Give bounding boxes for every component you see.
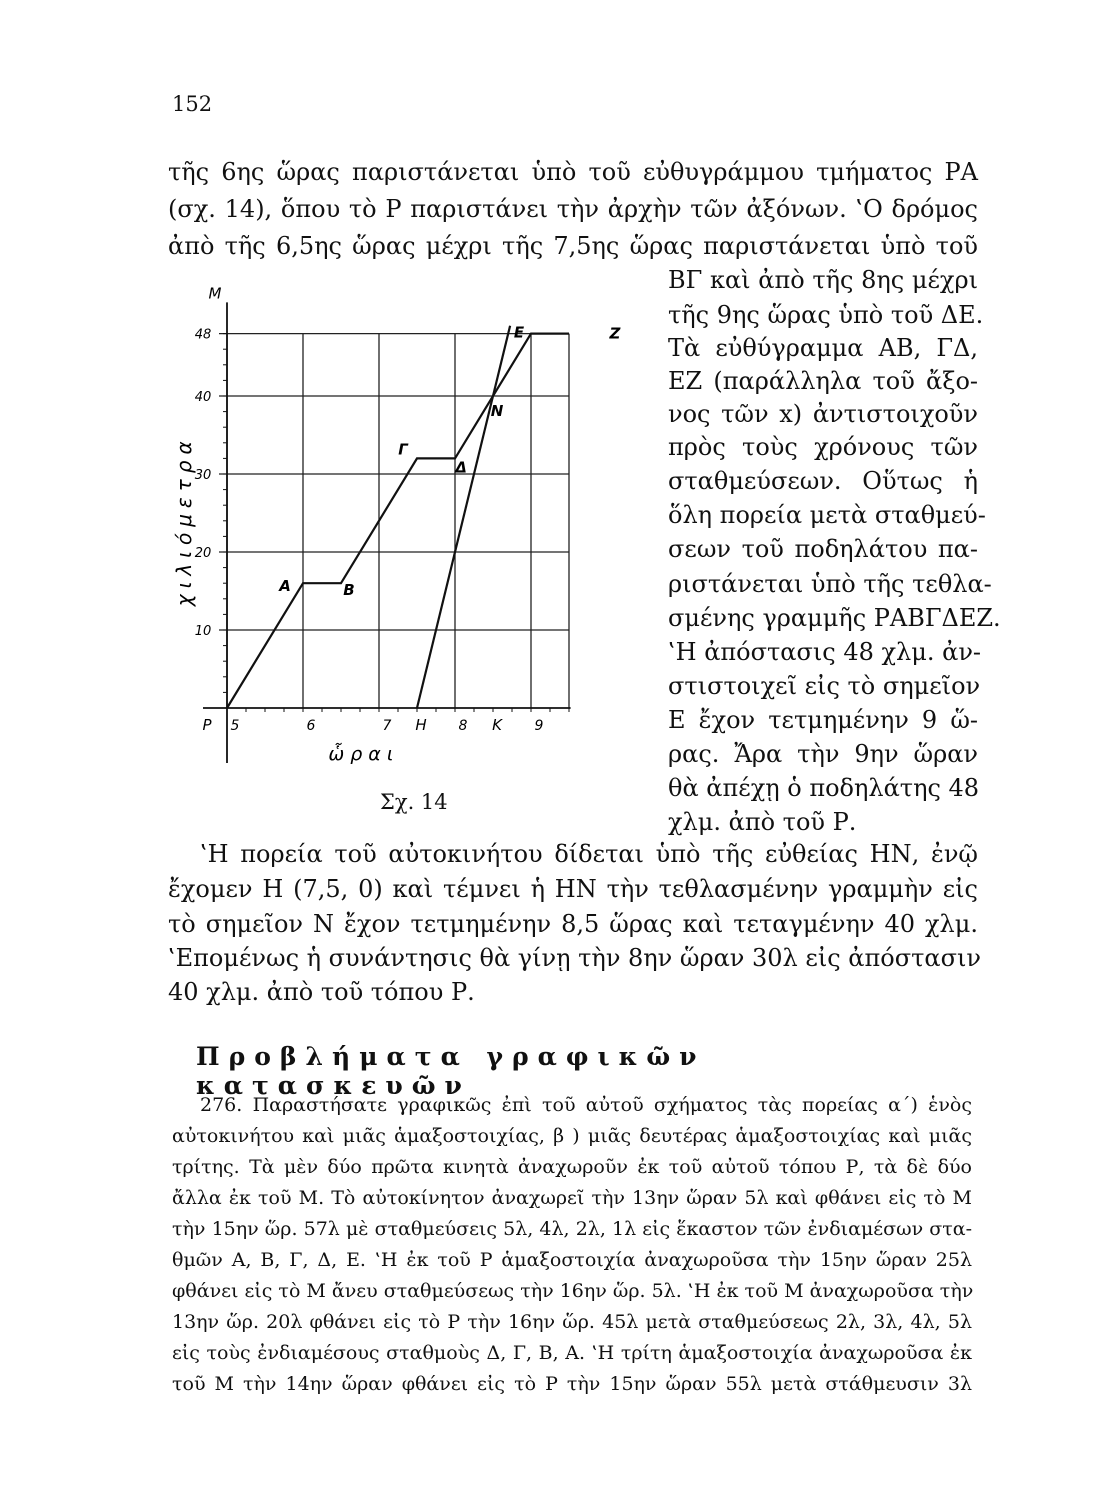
figure-14-chart — [165, 280, 635, 780]
problem-line: αὐτοκινήτου καὶ μιᾶς ἁμαξοστοιχίας, β ) μιᾶς δευτέρας ἁμαξοστοιχίας καὶ μιᾶς — [172, 1125, 972, 1147]
problem-line: θμῶν Α, Β, Γ, Δ, Ε. ‛Η ἐκ τοῦ Ρ ἁμαξοστοιχία ἀναχωροῦσα τὴν 15ην ὥραν 25λ — [172, 1249, 972, 1271]
y-tick-label: 20 — [194, 546, 212, 561]
side-text-line: χλμ. ἀπὸ τοῦ Ρ. — [668, 808, 857, 836]
y-tick-label: 30 — [194, 468, 212, 483]
x-point-label: Κ — [492, 716, 502, 734]
problem-line: εἰς τοὺς ἐνδιαμέσους σταθμοὺς Δ, Γ, Β, Α. ‛Η τρίτη ἁμαξοστοιχία ἀναχωροῦσα ἐκ — [172, 1342, 972, 1364]
point-label: Ζ — [609, 324, 621, 343]
side-text-line: ‛Η ἀπόστασις 48 χλμ. ἀν- — [668, 638, 982, 666]
y-axis-label: χιλιόμετρα — [172, 435, 196, 607]
body-line: τῆς 6ης ὥρας παριστάνεται ὑπὸ τοῦ εὐθυγράμμου τμήματος ΡΑ — [168, 158, 978, 186]
x-point-label: Η — [415, 716, 427, 734]
point-label: Ν — [490, 402, 504, 420]
side-text-line: σεων τοῦ ποδηλάτου πα- — [668, 535, 978, 563]
problem-line: φθάνει εἰς τὸ Μ ἄνευ σταθμεύσεως τὴν 16ην ὥρ. 5λ. ‛Η ἐκ τοῦ Μ ἀναχωροῦσα τὴν — [172, 1280, 974, 1302]
side-text-line: ριστάνεται ὑπὸ τῆς τεθλα- — [668, 570, 992, 598]
point-label: Β — [343, 581, 355, 600]
side-text-line: ΒΓ καὶ ἀπὸ τῆς 8ης μέχρι — [668, 266, 978, 294]
x-tick-label: 7 — [382, 718, 392, 734]
point-label: Ε — [513, 323, 525, 342]
side-text-line: πρὸς τοὺς χρόνους τῶν — [668, 433, 978, 461]
side-text-line: στιστοιχεῖ εἰς τὸ σημεῖον — [668, 672, 981, 700]
body-line: 40 χλμ. ἀπὸ τοῦ τόπου Ρ. — [168, 978, 475, 1006]
side-text-line: τῆς 9ης ὥρας ὑπὸ τοῦ ΔΕ. — [668, 301, 984, 329]
side-text-line: ΕΖ (παράλληλα τοῦ ἄξο- — [668, 367, 978, 395]
side-text-line: ρας. Ἄρα τὴν 9ην ὥραν — [668, 740, 978, 768]
x-tick-label: 6 — [306, 718, 316, 734]
side-text-line: νος τῶν x) ἀντιστοιχοῦν — [668, 400, 978, 428]
x-axis-label: ὧραι — [328, 743, 400, 765]
problem-line: 276. Παραστήσατε γραφικῶς ἐπὶ τοῦ αὐτοῦ σχήματος τὰς πορείας α΄) ἑνὸς — [200, 1094, 972, 1116]
problem-line: τοῦ Μ τὴν 14ην ὥραν φθάνει εἰς τὸ Ρ τὴν 15ην ὥραν 55λ μετὰ στάθμευσιν 3λ — [172, 1373, 972, 1395]
body-line: τὸ σημεῖον Ν ἔχον τετμημένην 8,5 ὥρας καὶ τεταγμένην 40 χλμ. — [168, 910, 978, 938]
figure-caption: Σχ. 14 — [380, 790, 448, 814]
problem-line: τρίτης. Τὰ μὲν δύο πρῶτα κινητὰ ἀναχωροῦν ἐκ τοῦ αὐτοῦ τόπου Ρ, τὰ δὲ δύο — [172, 1156, 972, 1178]
origin-label: Ρ — [202, 716, 212, 734]
point-label: Δ — [455, 458, 467, 477]
cyclist-path-line — [227, 334, 569, 708]
problem-line: 13ην ὥρ. 20λ φθάνει εἰς τὸ Ρ τὴν 16ην ὥρ. 45λ μετὰ σταθμεύσεως 2λ, 3λ, 4λ, 5λ — [172, 1311, 972, 1333]
y-tick-label: 48 — [194, 327, 212, 343]
section-heading: Προβλήματα γραφικῶν κατασκευῶν — [196, 1042, 706, 1100]
side-text-line: σμένης γραμμῆς ΡΑΒΓΔΕΖ. — [668, 604, 1001, 632]
problem-line: τὴν 15ην ὥρ. 57λ μὲ σταθμεύσεις 5λ, 4λ, 2λ, 1λ εἰς ἕκαστον τῶν ἐνδιαμέσων στα- — [172, 1218, 972, 1240]
body-line: ἀπὸ τῆς 6,5ης ὥρας μέχρι τῆς 7,5ης ὥρας παριστάνεται ὑπὸ τοῦ — [168, 232, 978, 260]
body-line: ‛Επομένως ἡ συνάντησις θὰ γίνῃ τὴν 8ην ὥραν 30λ εἰς ἀπόστασιν — [168, 944, 981, 972]
x-tick-label: 8 — [458, 718, 468, 734]
point-label: Γ — [398, 440, 408, 459]
page-number: 152 — [172, 92, 213, 116]
body-line: (σχ. 14), ὅπου τὸ Ρ παριστάνει τὴν ἀρχὴν τῶν ἀξόνων. ‛Ο δρόμος — [168, 195, 978, 223]
body-line: ἔχομεν Η (7,5, 0) καὶ τέμνει ἡ ΗΝ τὴν τεθλασμένην γραμμὴν εἰς — [168, 875, 978, 903]
side-text-line: σταθμεύσεων. Οὕτως ἡ — [668, 467, 978, 495]
x-tick-label: 9 — [534, 718, 544, 734]
body-line: ‛Η πορεία τοῦ αὐτοκινήτου δίδεται ὑπὸ τῆς εὐθείας ΗΝ, ἐνῷ — [200, 840, 978, 868]
side-text-line: ὅλη πορεία μετὰ σταθμεύ- — [668, 501, 986, 529]
side-text-line: Ε ἔχον τετμημένην 9 ὥ- — [668, 706, 978, 734]
y-axis-letter: Μ — [208, 284, 222, 303]
problem-line: ἄλλα ἐκ τοῦ Μ. Τὸ αὐτοκίνητον ἀναχωρεῖ τὴν 13ην ὥραν 5λ καὶ φθάνει εἰς τὸ Μ — [172, 1187, 972, 1209]
car-path-extension — [493, 326, 510, 396]
point-label: Α — [279, 577, 291, 596]
x-tick-label: 5 — [230, 718, 240, 734]
side-text-line: Τὰ εὐθύγραμμα ΑΒ, ΓΔ, — [668, 334, 978, 362]
y-tick-label: 40 — [194, 390, 212, 405]
side-text-line: θὰ ἀπέχῃ ὁ ποδηλάτης 48 — [668, 774, 980, 802]
y-tick-label: 10 — [194, 624, 212, 639]
